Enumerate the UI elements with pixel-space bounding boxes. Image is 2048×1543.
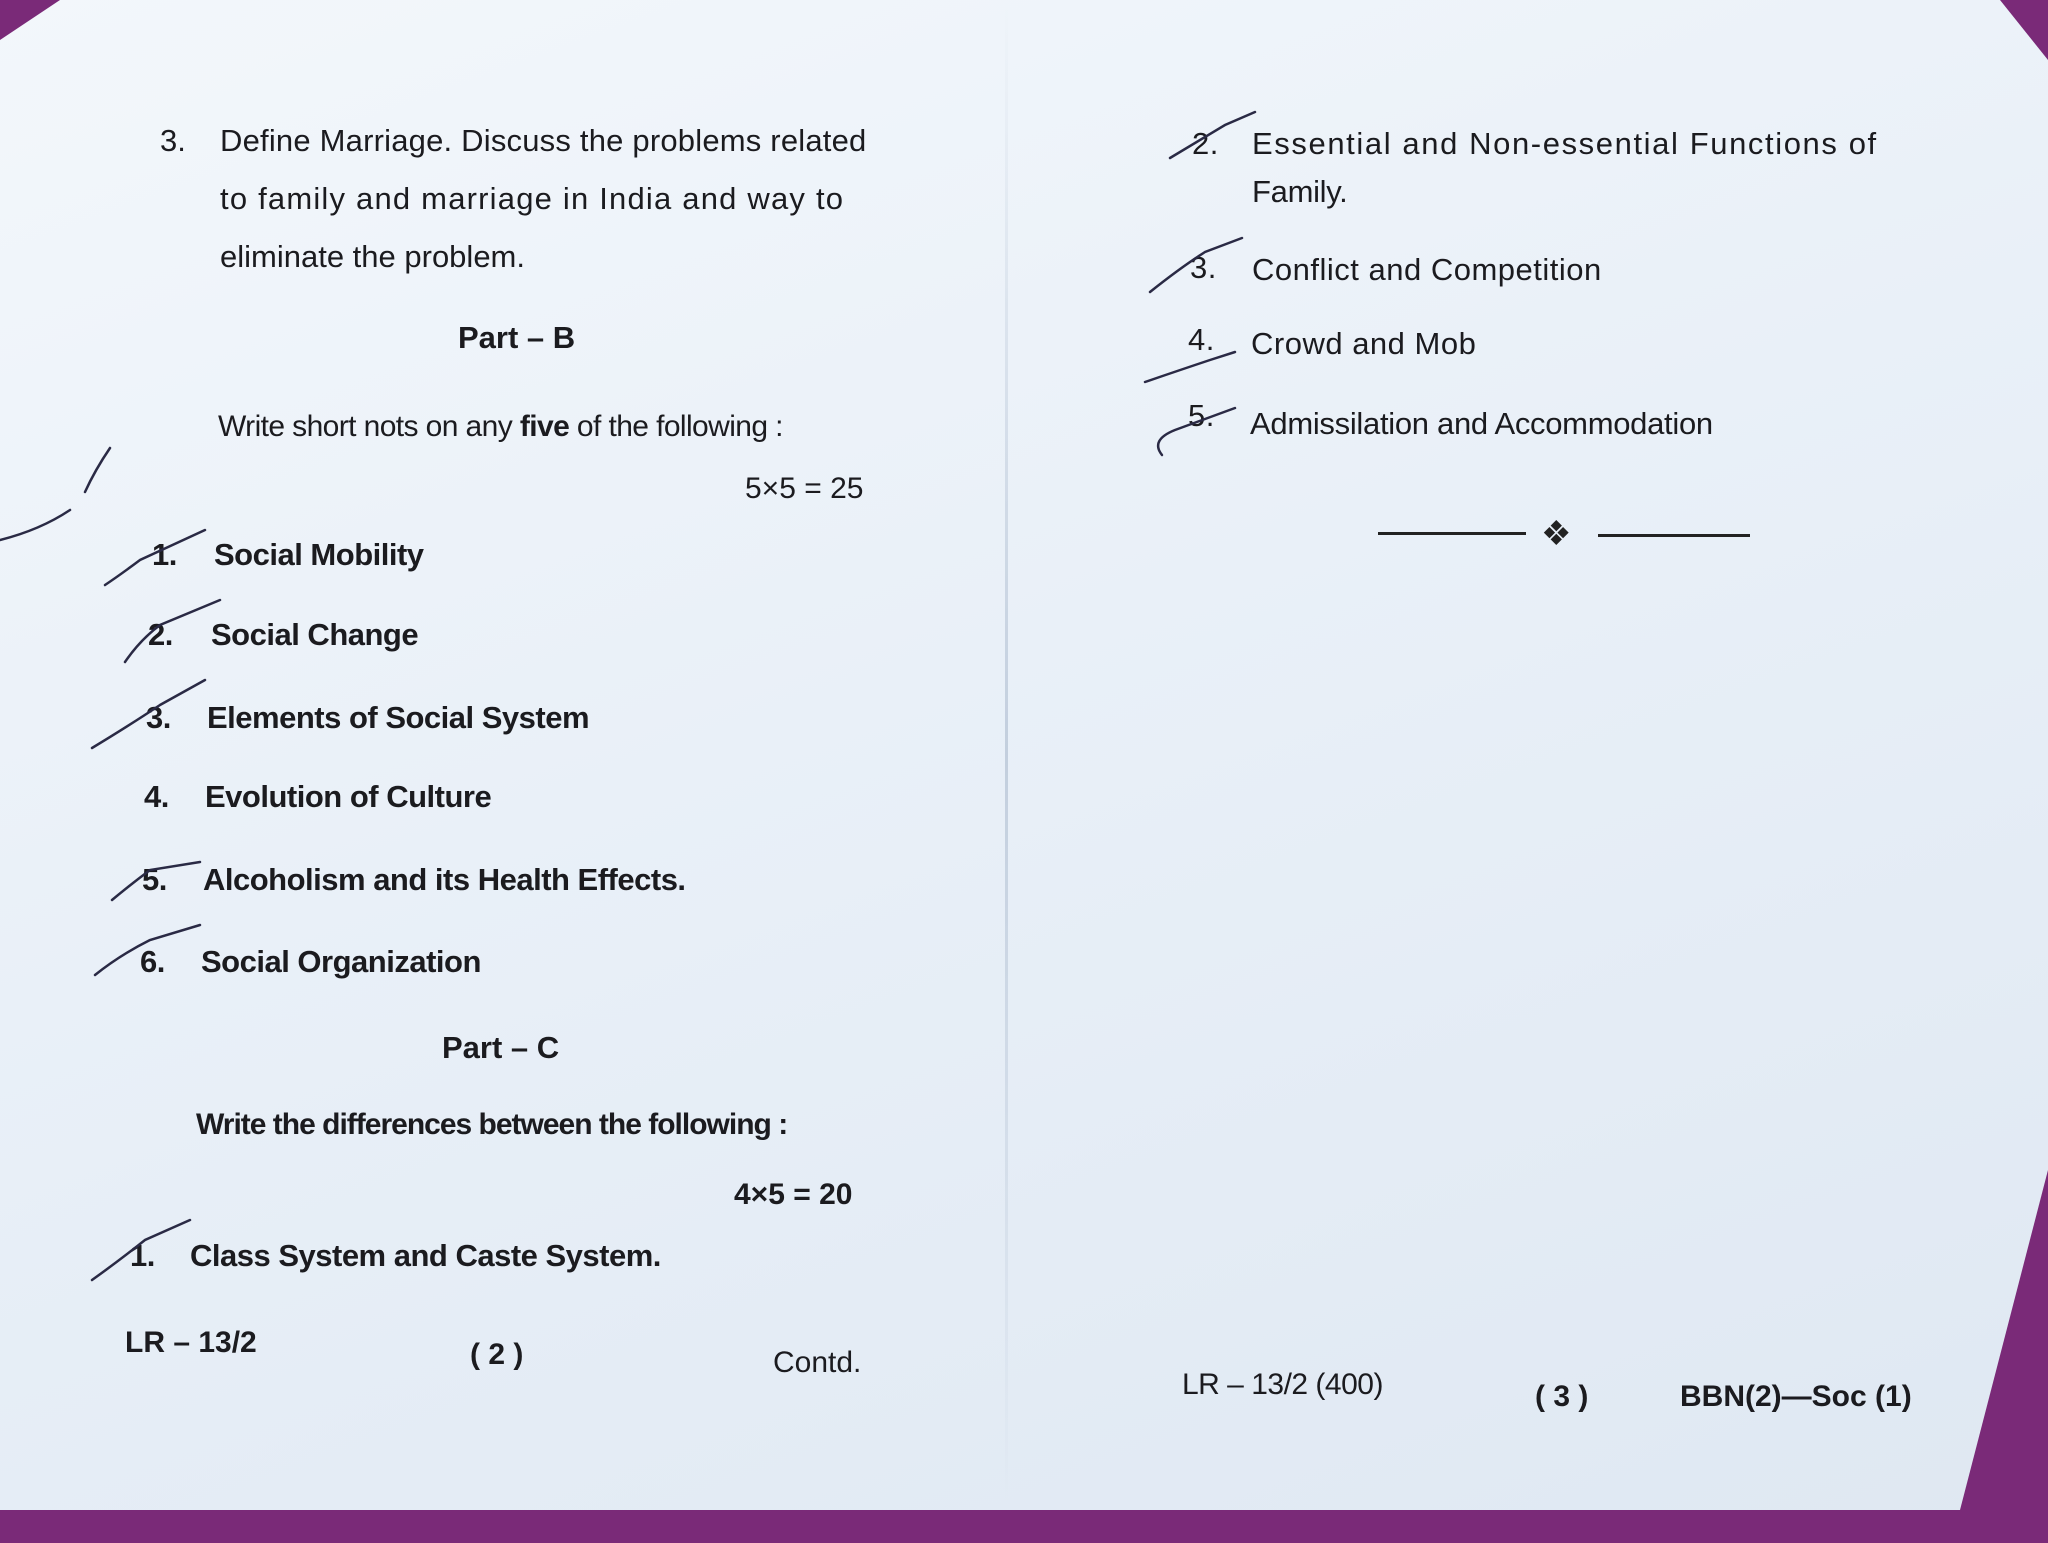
- right-item-5-text: Admissilation and Accommodation: [1250, 406, 1713, 441]
- end-divider-ornament: ❖: [1541, 515, 1572, 553]
- part-b-item-6-text: Social Organization: [201, 944, 481, 979]
- right-item-4-number: 4.: [1188, 322, 1215, 357]
- part-c-instruction: Write the differences between the following :: [196, 1108, 788, 1141]
- right-footer-series: BBN(2)—Soc (1): [1680, 1380, 1912, 1413]
- part-b-item-3-number: 3.: [146, 700, 171, 735]
- question-3-number: 3.: [160, 123, 186, 158]
- part-b-heading: Part – B: [458, 320, 576, 355]
- right-footer-page-number: ( 3 ): [1535, 1380, 1589, 1413]
- part-b-item-4-number: 4.: [144, 779, 169, 814]
- part-b-item-3-text: Elements of Social System: [207, 700, 590, 735]
- part-b-instruction-suffix: of the following :: [569, 410, 783, 443]
- right-item-5-number: 5.: [1188, 398, 1215, 433]
- part-b-item-2-text: Social Change: [211, 617, 419, 652]
- question-3-line-1: Define Marriage. Discuss the problems related: [220, 123, 867, 158]
- page-fold: [1005, 0, 1008, 1510]
- part-b-marks: 5×5 = 25: [745, 472, 864, 505]
- right-item-2-text-line-1: Essential and Non-essential Functions of: [1252, 126, 1878, 161]
- right-item-3-number: 3.: [1190, 250, 1217, 285]
- part-c-item-1-text: Class System and Caste System.: [190, 1238, 661, 1273]
- part-b-instruction: [218, 410, 783, 444]
- part-b-item-5-number: 5.: [142, 862, 167, 897]
- end-divider-left: [1378, 532, 1526, 535]
- part-b-instruction-prefix: Write short nots on any: [218, 410, 520, 443]
- part-b-item-1-text: Social Mobility: [214, 537, 424, 572]
- question-3-line-2: to family and marriage in India and way to: [220, 181, 845, 216]
- part-b-item-2-number: 2.: [148, 617, 173, 652]
- part-c-marks: 4×5 = 20: [734, 1178, 853, 1211]
- left-footer-contd: Contd.: [773, 1346, 862, 1379]
- left-footer-code: LR – 13/2: [125, 1326, 257, 1359]
- part-b-item-6-number: 6.: [140, 944, 165, 979]
- right-footer-code: LR – 13/2 (400): [1182, 1368, 1383, 1401]
- right-item-3-text: Conflict and Competition: [1252, 252, 1602, 287]
- end-divider-right: [1598, 534, 1750, 537]
- right-item-2-text-line-2: Family.: [1252, 174, 1348, 209]
- part-b-item-5-text: Alcoholism and its Health Effects.: [203, 862, 686, 897]
- right-item-2-number: 2.: [1192, 126, 1219, 161]
- part-b-item-1-number: 1.: [152, 537, 177, 572]
- part-b-instruction-bold: five: [519, 410, 570, 443]
- right-item-4-text: Crowd and Mob: [1251, 326, 1477, 361]
- left-footer-page-number: ( 2 ): [470, 1338, 524, 1371]
- part-b-item-4-text: Evolution of Culture: [205, 779, 492, 814]
- part-c-heading: Part – C: [442, 1030, 560, 1065]
- part-c-item-1-number: 1.: [130, 1238, 155, 1273]
- question-3-line-3: eliminate the problem.: [220, 239, 525, 274]
